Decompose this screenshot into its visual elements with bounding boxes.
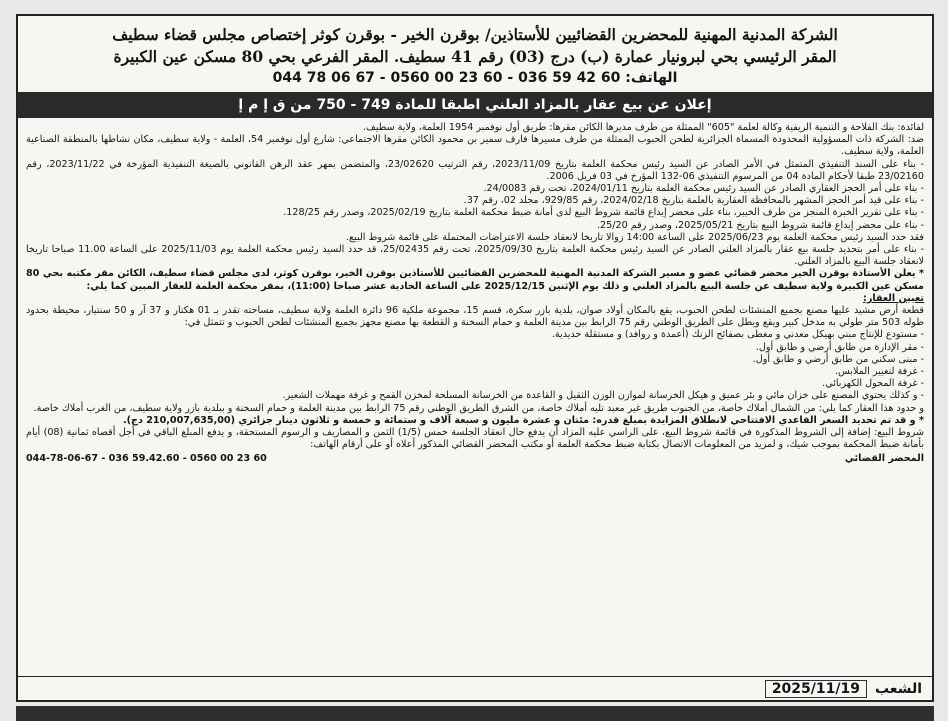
legal-notice-page — [16, 14, 934, 702]
paragraph-boundaries: و حدود هذا العقار كما يلي: من الشمال أملاك خاصة، من الجنوب طريق غير معبد تليه أملاك خاصة، من الشرق الطريق الوطني رقم 75 الرابط بين مدينة العلمة و حمام السخنة و ببلدية بازر ولاية سطيف، من الغرب أملاك خاصة. — [33, 402, 924, 414]
list-item: - غرفة المحول الكهربائي. — [822, 378, 924, 390]
paragraph-beneficiary: لفائدة: بنك الفلاحة و التنمية الريفية وكالة لعلمة "605" الممثلة من طرف مديرها الكائن مقرها: طريق أول نوفمبر 1954 العلمة، ولاية سطيف. — [362, 122, 924, 133]
paragraph-expert-report: - بناء على تقرير الخبرة المنجز من طرف الخبير، بناء على محضر إيداع قائمة شروط البيع لدى أمانة ضبط محكمة العلمة بتاريخ 2025/02/19، وصدر رقم 128/25. — [283, 207, 924, 219]
publication-date: 2025/11/19 — [765, 680, 867, 698]
paragraph-conditions-deposit: - بناء على محضر إيداع قائمة شروط البيع بتاريخ 2025/05/21، وصدر رقم 25/20. — [596, 219, 924, 231]
notice-header — [18, 16, 932, 88]
next-notice-strip — [16, 706, 934, 721]
list-item: - غرفة لتغيير الملابس. — [835, 366, 924, 378]
heading-property: تعيين العقار: — [863, 292, 924, 304]
newspaper-name: الشعب — [874, 680, 922, 697]
list-item: - مقر الإدارة من طابق أرضي و طابق أول. — [755, 341, 924, 353]
paragraph-title-basis: - بناء على السند التنفيذي المتمثل في الأمر الصادر عن السيد رئيس محكمة العلمة بتاريخ 2023/11/09، رقم الترتيب 23/02620، والمتضمن بمهر عقد الرهن القانوني بالصيغة التنفيذية المؤرخة في 2023/11/22، رقم 23/02160 طبقا لأحكام المادة 04 من المرسوم التنفيذي 06-132 المؤرخ في 03 فريل 2006. — [26, 158, 925, 182]
paragraph-objections-hearing: فقد حدد السيد رئيس محكمة العلمة يوم 2025/06/23 على الساعة 14:00 زوالا تاريخا لانعقاد جلسة الاعتراضات المحتملة على قائمة شروط البيع. — [345, 231, 924, 243]
paragraph-registration: - بناء على قيد أمر الحجز المشهر بالمحافظة العقارية بالعلمة بتاريخ 2024/02/18، رقم 929/85، مجلد 02، رقم 37. — [463, 195, 924, 207]
signature-row — [26, 453, 924, 465]
signature-label: المحضر القضائي — [844, 453, 924, 465]
list-item: - و كذلك يحتوي المصنع على خزان مائي و بئر عميق و هيكل الخرسانة لموازن الوزن الثقيل و القاعدة من الخرسانة المسلحة لمخزن القمح و غرفة مهملات الشعير. — [282, 390, 924, 402]
signature-phones: 044-78-06-67 - 036 59.42.60 - 0560 00 23 60 — [26, 453, 267, 465]
paragraph-property-description: قطعة أرض مشيد عليها مصنع بجميع المنشئات لطحن الحبوب، يقع بالمكان أولاد صوان، بلدية بازر سكرة، قسم 15، مجموعة ملكية 96 دائرة العلمة ولاية سطيف، مساحته تقدر بـ 01 هكتار و 37 آر و 50 سنتيار، محيطة بحدود طوله 503 متر طولي به مدخل كبير ويقع ويطل على الطريق الوطني رقم 75 الرابط بين مدينة العلمة و حمام السخنة و القطعة بها مصنع مجهز بجميع المنشئات لطحن الحبوب و تتمثل في: — [26, 305, 925, 329]
paragraph-auction-order: - بناء على أمر بتحديد جلسة بيع عقار بالمزاد العلني الصادر عن السيد رئيس محكمة العلمة بتاريخ 2025/09/30، تحت رقم 25/02435، قد حدد السيد رئيس محكمة العلمة يوم 2025/11/03 على الساعة 11.00 صباحا تاريخا لانعقاد جلسة البيع بالمزاد العلني. — [26, 244, 924, 268]
header-company-line: الشركة المدنية المهنية للمحضرين القضائيين للأستاذين/ بوقرن الخير - بوقرن كوثر إختصاص مجلس قضاء سطيف — [112, 25, 838, 44]
notice-title-banner: إعلان عن بيع عقار بالمزاد العلني اطبقا للمادة 749 - 750 من ق إ م إ — [18, 92, 932, 118]
paragraph-sale-conditions: شروط البيع: إضافة إلى الشروط المذكورة في قائمة شروط البيع، على الراسي عليه المزاد أن يدفع حال انعقاد الجلسة خمس (1/5) الثمن و المصاريف و الرسوم المستحقة، و يدفع المبلغ الباقي في أجل أقصاه ثمانية (08) أيام بأمانة ضبط المحكمة بموجب شيك، و لمزيد من المعلومات الاتصال بكتابة ضبط محكمة العلمة أو مكتب المحضر القضائي المذكور أعلاه أو على أرقام الهاتف: — [26, 427, 924, 451]
list-item: - مستودع للإنتاج مبني بهيكل معدني و مغطى بصفائح الزنك (أعمدة و روافد) و مستقلة حديدية. — [551, 329, 924, 341]
paragraph-against: ضد: الشركة ذات المسؤولية المحدودة المسماة الجزائرية لطحن الحبوب الممثلة من طرف مسيرها فارف سمير بن محمود الكائن مقرها الاجتماعي: شارع أول نوفمبر 54، العلمة - ولاية سطيف، مكان نشاطها بالمنطقة الصناعية العلمة، ولاية سطيف. — [26, 134, 924, 158]
paragraph-announcement: * يعلن الأستاذة بوقرن الخير محضر قضائي عضو و مسير الشركة المدنية المهنية للمحضرين القضائيين للأستاذين بوقرن الخير، بوقرن كوثر، لدى مجلس قضاء سطيف، الكائن مقر مكتبه بحي 80 مسكن عين الكبيرة ولاية سطيف عن جلسة البيع بالمزاد العلني و ذلك يوم الإثنين 2025/12/15 على الساعة الحادية عشر صباحا (11:00)، بمقر محكمة العلمة للعقار المبين كما يلي: — [26, 268, 924, 292]
notice-body — [18, 118, 932, 466]
paragraph-seizure-order: - بناء على أمر الحجز العقاري الصادر عن السيد رئيس محكمة العلمة بتاريخ 2024/01/11، تحت رقم 24/0083. — [483, 183, 924, 195]
header-phones: الهاتف: 60 42 59 036 - 60 23 00 0560 - 67 06 78 044 — [272, 70, 678, 86]
newspaper-footer — [18, 676, 932, 700]
list-item: - مبنى سكني من طابق أرضي و طابق أول. — [752, 353, 924, 365]
paragraph-base-price: * و قد تم تحديد السعر القاعدي الافتتاحي لانطلاق المزايدة بمبلغ قدره: مئتان و عشرة مليون و سبعة آلاف و ستمائة و خمسة و ثلاثون دينار جزائري (210,007,635,00 دج). — [123, 414, 924, 426]
header-address-line: المقر الرئيسي بحي لبرونيار عمارة (ب) درج (03) رقم 41 سطيف. المقر الفرعي بحي 80 مسكن عين الكبيرة — [113, 47, 837, 66]
